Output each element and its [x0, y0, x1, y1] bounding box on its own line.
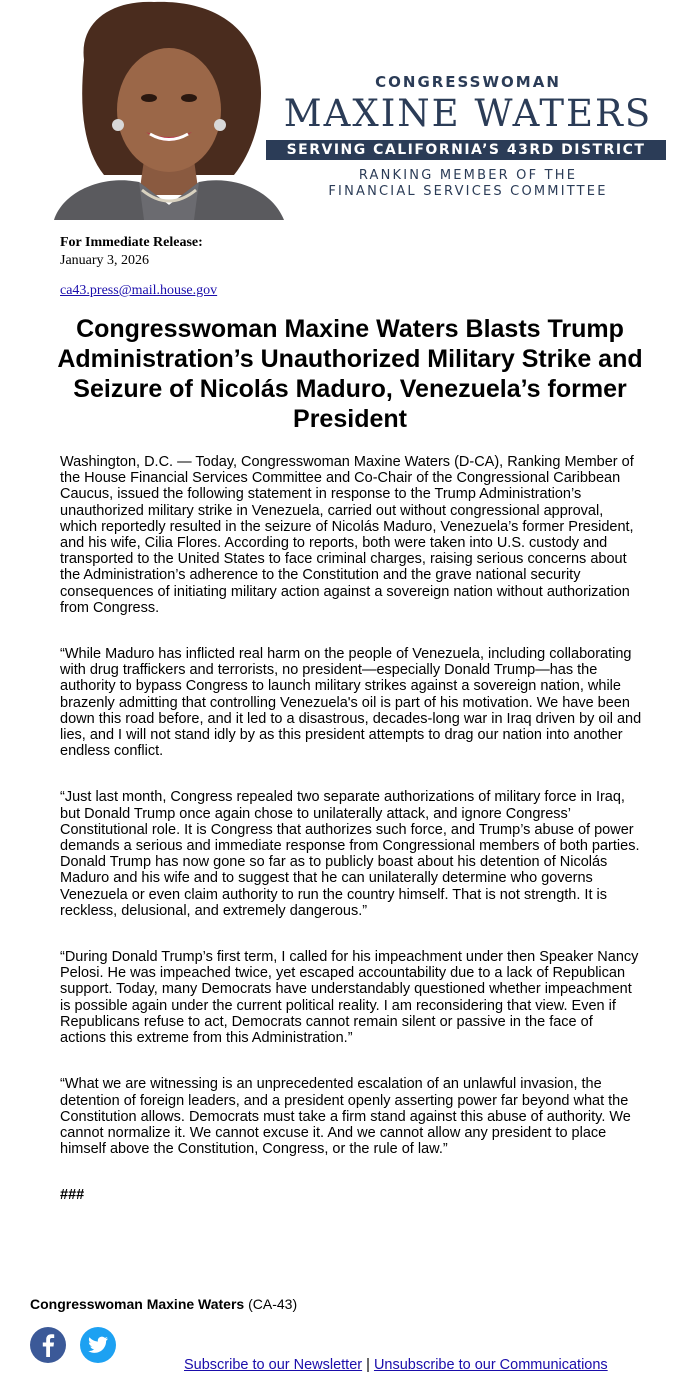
- footer-links: [184, 1357, 608, 1373]
- body-paragraph: “What we are witnessing is an unprecedented escalation of an unlawful invasion, the detention of foreign leaders, and a president openly asserting power far beyond what the Constitution allows. Democrats must take a firm stand against this abuse of authority. We cannot normalize it. We cannot excuse it. And we cannot allow any president to place himself above the Constitution, Congress, or the rule of law.”: [60, 1076, 631, 1158]
- header-title-line: CONGRESSWOMAN: [375, 73, 561, 91]
- footer-name: Congresswoman Maxine Waters: [30, 1296, 245, 1312]
- header-role-line-1: RANKING MEMBER OF THE: [358, 168, 578, 183]
- release-label: For Immediate Release:: [60, 235, 203, 250]
- press-email-link[interactable]: ca43.press@mail.house.gov: [60, 283, 218, 298]
- congresswoman-portrait: [44, 0, 286, 220]
- body-paragraph: “Just last month, Congress repealed two separate authorizations of military force in Iraq, but Donald Trump once again chose to unilaterally attack, and ignore Congress’ Constitutional role. It is Congress that authorizes such force, and Trump’s abuse of power demands a serious and immediate response from Congressional members of both parties. Donald Trump has now gone so far as to publicly boast about his detention of Nicolás Maduro and his wife and to suggest that he can unilaterally determine who governs Venezuela or even claim authority to run the country himself. That is not strength. It is reckless, delusional, and extremely dangerous.”: [60, 789, 640, 919]
- release-info: [60, 234, 203, 270]
- unsubscribe-link[interactable]: Unsubscribe to our Communications: [373, 1357, 608, 1373]
- footer-signature: [30, 1296, 297, 1312]
- subscribe-link[interactable]: Subscribe to our Newsletter: [184, 1357, 363, 1373]
- facebook-icon[interactable]: [29, 1326, 67, 1364]
- press-release-body: [60, 454, 642, 1204]
- header-name: MAXINE WATERS: [283, 92, 653, 135]
- header-role: [268, 168, 668, 200]
- release-date: January 3, 2026: [60, 253, 150, 268]
- footer-district: (CA-43): [248, 1296, 298, 1312]
- header-district-band: SERVING CALIFORNIA’S 43RD DISTRICT: [266, 140, 666, 160]
- twitter-icon[interactable]: [79, 1326, 117, 1364]
- body-paragraph: “While Maduro has inflicted real harm on the people of Venezuela, including collaborating with drug traffickers and terrorists, no president—especially Donald Trump—has the authority to bypass Congress to launch military strikes against a sovereign nation, while brazenly admitting that controlling Venezuela's oil is part of his motivation. We have been down this road before, and it led to a disastrous, decades-long war in Iraq driven by oil and lies, and I will not stand idly by as this president attempts to drag our nation into another endless conflict.: [60, 646, 642, 760]
- link-separator: |: [366, 1357, 370, 1373]
- header-role-line-2: FINANCIAL SERVICES COMMITTEE: [328, 184, 608, 199]
- end-mark: ###: [60, 1187, 85, 1204]
- body-paragraph: “During Donald Trump’s first term, I called for his impeachment under then Speaker Nancy Pelosi. He was impeached twice, yet escaped accountability due to a lack of Republican support. Today, many Democrats have understandably questioned whether impeachment is possible again under the current political reality. I am reconsidering that view. Even if Republicans refuse to act, Democrats cannot remain silent or passive in the face of actions this extreme from this Administration.”: [60, 949, 639, 1047]
- body-paragraph: Washington, D.C. — Today, Congresswoman Maxine Waters (D-CA), Ranking Member of the House Financial Services Committee and Co-Chair of the Congressional Caribbean Caucus, issued the following statement in response to the Trump Administration’s unauthorized military strike in Venezuela, carried out without congressional approval, which reportedly resulted in the seizure of Nicolás Maduro, Venezuela’s former President, and his wife, Cilia Flores. According to reports, both were taken into U.S. custody and transported to the United States to face criminal charges, raising serious concerns about the Administration’s adherence to the Constitution and the grave national security consequences of initiating military action against a sovereign nation without authorization from Congress.: [60, 454, 634, 616]
- press-release-headline: Congresswoman Maxine Waters Blasts Trump Administration’s Unauthorized Military Strike and Seizure of Nicolás Maduro, Venezuela’s former President: [57, 315, 643, 433]
- banner-header: [0, 0, 700, 222]
